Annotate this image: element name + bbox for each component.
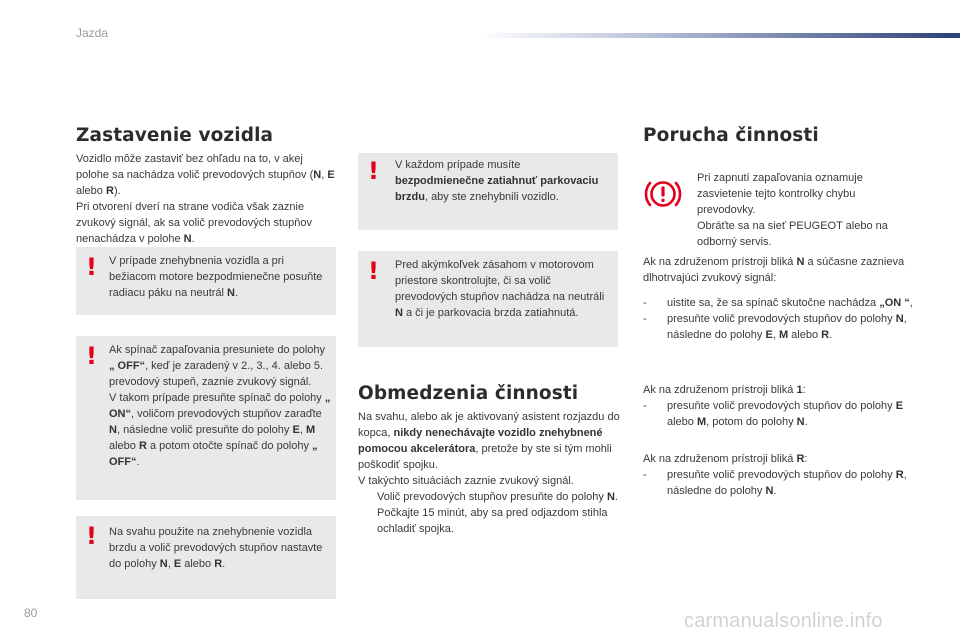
blink-n-intro: Ak na združenom prístroji bliká N a súčasne zaznieva dlhotrvajúci zvukový signál: [643, 256, 905, 284]
blink-r-block: Ak na združenom prístroji bliká R: - presuňte volič prevodových stupňov do polohy R, následne do polohy N. [643, 451, 913, 499]
warning-exclamation-icon: ! [86, 342, 97, 370]
warning-exclamation-icon: ! [368, 157, 379, 185]
lamp-description: Pri zapnutí zapaľovania oznamuje zasvietenie tejto kontrolky chybu prevodovky. Obráťte sa na sieť PEUGEOT alebo na odborný servis. [697, 172, 888, 248]
note-box-ignition-off [76, 336, 336, 500]
note-box-slope [76, 516, 336, 599]
note-box-parking-brake [358, 153, 618, 230]
note-text: Ak spínač zapaľovania presuniete do polohy „ OFF“, keď je zaradený v 2., 3., 4. alebo 5. prevodový stupeň, zaznie zvukový signál. V takom prípade presuňte spínač do polohy „ ON“, voličom prevodových stupňov zaraďte N, následne volič presuňte do polohy E, M alebo R a potom otočte spínač do polohy „ OFF“. [109, 344, 331, 468]
list-item: Volič prevodových stupňov presuňte do polohy N. [377, 491, 618, 503]
note-box-neutral [76, 247, 336, 315]
warning-exclamation-icon: ! [86, 522, 97, 550]
heading-obmedzenia-cinnosti: Obmedzenia činnosti [358, 383, 579, 404]
gearbox-fault-warning-icon [643, 174, 683, 214]
warning-exclamation-icon: ! [368, 257, 379, 285]
limits-paragraph: Na svahu, alebo ak je aktivovaný asistent rozjazdu do kopca, nikdy nenechávajte vozidlo znehybnené pomocou akcelerátora, pretože by ste si tým mohli poškodiť spojku. V takýchto situáciách zaznie zvukový signál. Volič prevodových stupňov presuňte do polohy N. Počkajte 15 minút, aby sa pred odjazdom stihla ochladiť spojka. [358, 411, 620, 535]
header-title: Jazda [76, 26, 109, 40]
list-dash: - [643, 400, 647, 412]
blink-1-block: Ak na združenom prístroji bliká 1: - presuňte volič prevodových stupňov do polohy E alebo M, potom do polohy N. [643, 382, 913, 430]
page-number: 80 [24, 606, 38, 620]
list-item: - presuňte volič prevodových stupňov do polohy R, následne do polohy N. [643, 469, 907, 497]
note-text: V každom prípade musíte bezpodmienečne zatiahnuť parkovaciu brzdu, aby ste znehybnili vozidlo. [395, 159, 599, 203]
warning-exclamation-icon: ! [86, 253, 97, 281]
list-item: - uistite sa, že sa spínač skutočne nachádza „ON “, [643, 297, 913, 309]
note-box-engine-bay [358, 251, 618, 347]
list-dash: - [643, 469, 647, 481]
header-gradient-bar [478, 33, 960, 38]
blink-n-list [643, 295, 913, 343]
list-item: Počkajte 15 minút, aby sa pred odjazdom stihla ochladiť spojka. [377, 507, 608, 535]
list-dash: - [643, 297, 647, 309]
list-dash: - [643, 313, 647, 325]
note-text: Pred akýmkoľvek zásahom v motorovom priestore skontrolujte, či sa volič prevodových stupňov nachádza na neutráli N a či je parkovacia brzda zatiahnutá. [395, 259, 605, 319]
list-item: - presuňte volič prevodových stupňov do polohy E alebo M, potom do polohy N. [643, 400, 904, 428]
heading-porucha-cinnosti: Porucha činnosti [643, 125, 819, 146]
watermark: carmanualsonline.info [684, 610, 883, 632]
note-text: Na svahu použite na znehybnenie vozidla brzdu a volič prevodových stupňov nastavte do polohy N, E alebo R. [109, 526, 323, 570]
heading-zastavenie-vozidla: Zastavenie vozidla [76, 125, 274, 146]
intro-paragraph: Vozidlo môže zastaviť bez ohľadu na to, v akej polohe sa nachádza volič prevodových stupňov (N, E alebo R). Pri otvorení dverí na strane vodiča však zaznie zvukový signál, ak sa volič prevodových stupňov nenachádza v polohe N. [76, 153, 335, 245]
list-item: - presuňte volič prevodových stupňov do polohy N, následne do polohy E, M alebo R. [643, 313, 907, 341]
note-text: V prípade znehybnenia vozidla a pri bežiacom motore bezpodmienečne posuňte radiacu páku na neutrál N. [109, 255, 323, 299]
